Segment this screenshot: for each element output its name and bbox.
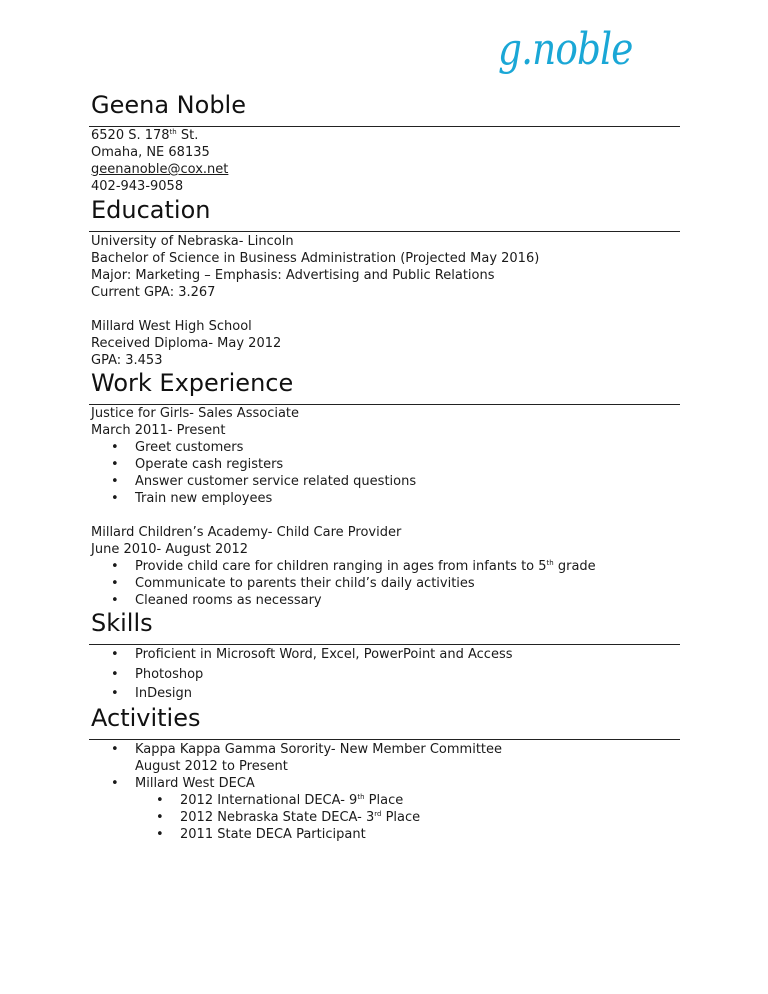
list-item: • 2012 Nebraska State DECA- 3rd Place bbox=[156, 809, 502, 826]
list-item: • Photoshop bbox=[111, 665, 513, 685]
email-link[interactable]: geenanoble@cox.net bbox=[91, 162, 229, 177]
list-item: • Cleaned rooms as necessary bbox=[111, 592, 596, 609]
divider bbox=[89, 231, 680, 232]
list-item: • Train new employees bbox=[111, 490, 596, 507]
list-item: • Answer customer service related questions bbox=[111, 473, 596, 490]
list-item: • Greet customers bbox=[111, 439, 596, 456]
street-address: 6520 S. 178th St. bbox=[91, 128, 199, 143]
list-item: • Proficient in Microsoft Word, Excel, PowerPoint and Access bbox=[111, 645, 513, 665]
diploma: Received Diploma- May 2012 bbox=[91, 336, 282, 351]
education-block bbox=[91, 233, 539, 369]
work-experience-heading: Work Experience bbox=[91, 369, 294, 397]
list-item: • Operate cash registers bbox=[111, 456, 596, 473]
skills-block bbox=[91, 645, 513, 704]
gpa: GPA: 3.453 bbox=[91, 353, 163, 368]
job-title: Millard Children’s Academy- Child Care Provider bbox=[91, 525, 402, 540]
work-block bbox=[91, 405, 596, 609]
job-dates: June 2010- August 2012 bbox=[91, 542, 249, 557]
skills-heading: Skills bbox=[91, 609, 153, 637]
school-name: Millard West High School bbox=[91, 319, 252, 334]
list-item: • 2012 International DECA- 9th Place bbox=[156, 792, 502, 809]
applicant-name: Geena Noble bbox=[91, 91, 246, 119]
list-item: • Provide child care for children ranging in ages from infants to 5th grade bbox=[111, 558, 596, 575]
school-name: University of Nebraska- Lincoln bbox=[91, 234, 294, 249]
activities-block bbox=[91, 741, 502, 843]
activity-dates: August 2012 to Present bbox=[135, 759, 288, 774]
job-title: Justice for Girls- Sales Associate bbox=[91, 406, 300, 421]
list-item: • Communicate to parents their child’s daily activities bbox=[111, 575, 596, 592]
contact-block bbox=[91, 127, 228, 195]
list-item: • Kappa Kappa Gamma Sorority- New Member Committee bbox=[111, 741, 502, 758]
major: Major: Marketing – Emphasis: Advertising and Public Relations bbox=[91, 268, 495, 283]
logo: g.noble bbox=[498, 24, 633, 75]
city-line: Omaha, NE 68135 bbox=[91, 145, 210, 160]
job-dates: March 2011- Present bbox=[91, 423, 226, 438]
gpa: Current GPA: 3.267 bbox=[91, 285, 216, 300]
list-item: • InDesign bbox=[111, 684, 513, 704]
degree: Bachelor of Science in Business Administration (Projected May 2016) bbox=[91, 251, 540, 266]
activities-heading: Activities bbox=[91, 704, 201, 732]
education-heading: Education bbox=[91, 196, 211, 224]
phone-number: 402-943-9058 bbox=[91, 179, 184, 194]
divider bbox=[89, 739, 680, 740]
list-item: • 2011 State DECA Participant bbox=[156, 826, 502, 843]
list-item: • Millard West DECA bbox=[111, 775, 502, 792]
